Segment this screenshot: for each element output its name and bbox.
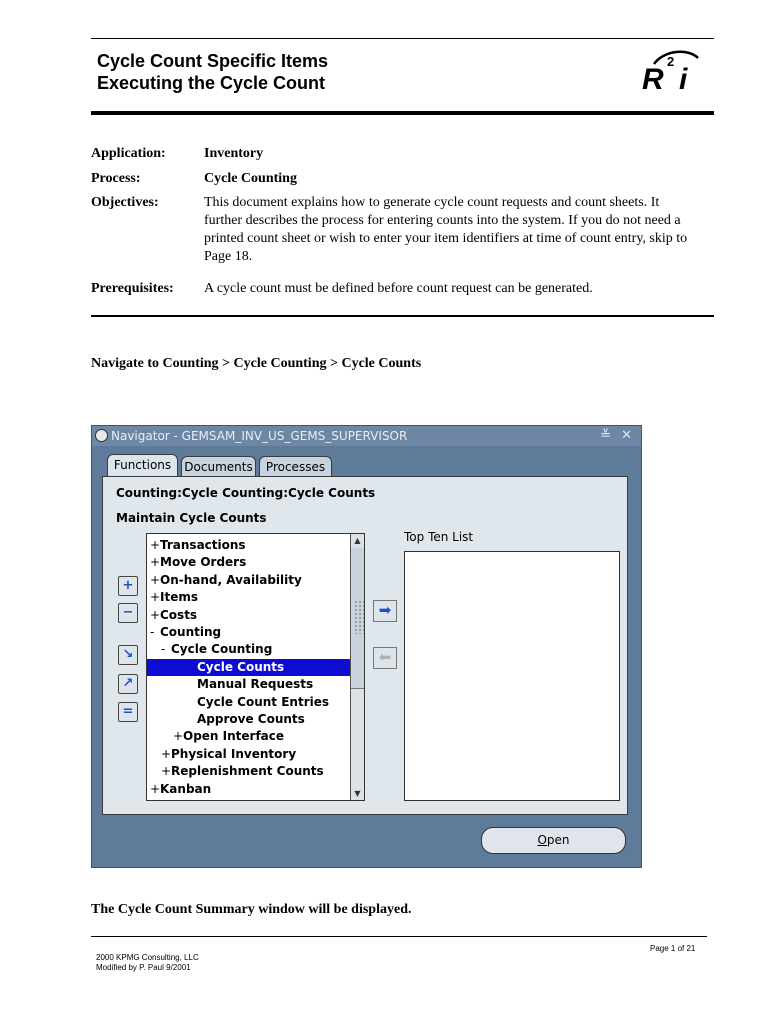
function-tree[interactable] <box>146 533 365 801</box>
top-ten-list[interactable] <box>404 551 620 801</box>
page-number: Page 1 of 21 <box>650 944 696 953</box>
tree-item[interactable] <box>147 641 364 658</box>
expand-node-icon[interactable]: + <box>150 572 161 587</box>
expand-node-icon[interactable]: + <box>150 538 161 552</box>
tree-item[interactable] <box>147 624 353 641</box>
tree-item-label: Physical Inventory <box>171 746 297 761</box>
collapse-button[interactable]: − <box>118 603 138 623</box>
tab-documents[interactable]: Documents <box>181 456 256 476</box>
process-label: Process: <box>91 171 141 186</box>
footer-copyright: 2000 KPMG Consulting, LLC <box>96 953 199 962</box>
summary-note: The Cycle Count Summary window will be displayed. <box>91 902 412 917</box>
tree-scrollbar[interactable] <box>350 534 364 800</box>
process-value: Cycle Counting <box>204 171 297 186</box>
objectives-label: Objectives: <box>91 195 159 210</box>
prerequisites-value: A cycle count must be defined before count request can be generated. <box>204 281 593 296</box>
open-button[interactable]: Open <box>481 827 626 854</box>
collapse-all-button[interactable]: = <box>118 702 138 722</box>
expand-all-button[interactable]: ↗ <box>118 674 138 694</box>
tree-item[interactable] <box>147 711 365 728</box>
expand-node-icon[interactable]: + <box>150 590 161 605</box>
tree-item-label: Approve Counts <box>197 712 305 726</box>
tree-item[interactable] <box>147 746 364 763</box>
tree-item[interactable] <box>147 728 365 745</box>
remove-from-top-ten-button[interactable]: ⬅ <box>373 647 397 669</box>
tree-item-label: On-hand, Availability <box>160 572 302 587</box>
objectives-value: This document explains how to generate cycle count requests and count sheets. It further describes the process for entering counts into the system. If you do not need a printed count sheet or wish to enter your item identifiers at time of count entry, skip to Page 18. <box>204 195 688 264</box>
svg-text:i: i <box>679 63 688 94</box>
expand-node-icon[interactable]: + <box>150 781 161 796</box>
tree-item-label: Cycle Counting <box>171 642 273 657</box>
tree-item[interactable] <box>147 694 365 711</box>
tree-item[interactable] <box>147 607 353 624</box>
tree-item-label: Cycle Count Entries <box>197 694 330 709</box>
tree-item-label: Replenishment Counts <box>171 764 324 779</box>
expand-button[interactable]: + <box>118 576 138 596</box>
oracle-app-icon <box>95 429 108 442</box>
application-label: Application: <box>91 146 166 161</box>
scroll-up-icon[interactable]: ▲ <box>354 536 361 545</box>
tree-item-label: Counting <box>160 625 222 639</box>
tree-item[interactable] <box>147 659 365 676</box>
tree-item[interactable] <box>147 537 353 554</box>
function-path: Counting:Cycle Counting:Cycle Counts <box>116 486 376 500</box>
application-value: Inventory <box>204 146 264 161</box>
collapse-node-icon[interactable]: - <box>161 642 166 657</box>
footer-rule <box>91 936 707 937</box>
tab-functions[interactable]: Functions <box>107 454 178 476</box>
tree-item[interactable] <box>147 781 353 798</box>
add-to-top-ten-button[interactable]: ➡ <box>373 600 397 622</box>
footer-modified: Modified by P. Paul 9/2001 <box>96 963 191 972</box>
tree-item-label: Kanban <box>160 781 212 796</box>
tree-item-label: Items <box>160 590 198 605</box>
tree-item-label: Manual Requests <box>197 677 314 692</box>
tree-item-label: Transactions <box>160 538 246 552</box>
svg-text:R: R <box>642 63 664 94</box>
navigation-instruction: Navigate to Counting > Cycle Counting > Cycle Counts <box>91 356 422 371</box>
window-controls[interactable]: ≚ ✕ <box>600 428 635 443</box>
r2i-logo <box>636 44 702 94</box>
scroll-down-icon[interactable]: ▼ <box>354 789 361 798</box>
doc-title-line1: Cycle Count Specific Items <box>97 51 329 71</box>
expand-node-icon[interactable]: + <box>150 555 161 570</box>
expand-node-icon[interactable]: + <box>150 607 161 622</box>
top-ten-label: Top Ten List <box>404 530 474 544</box>
doc-title-line2: Executing the Cycle Count <box>97 73 326 93</box>
header-bottom-rule <box>91 111 714 115</box>
expand-node-icon[interactable]: + <box>173 729 184 744</box>
tree-item-label: Costs <box>160 607 198 622</box>
svg-text:2: 2 <box>667 54 675 69</box>
tree-item[interactable] <box>147 572 353 589</box>
navigator-titlebar[interactable] <box>92 426 641 446</box>
tab-processes[interactable]: Processes <box>259 456 332 476</box>
navigator-title: Navigator - GEMSAM_INV_US_GEMS_SUPERVISOR <box>111 429 408 443</box>
prerequisites-label: Prerequisites: <box>91 281 174 296</box>
tree-item[interactable] <box>147 676 365 693</box>
splitter-grip[interactable] <box>354 600 364 634</box>
info-bottom-rule <box>91 315 714 317</box>
tree-item[interactable] <box>147 763 364 780</box>
function-name: Maintain Cycle Counts <box>116 511 267 525</box>
header-top-rule <box>91 38 714 39</box>
tree-item[interactable] <box>147 589 353 606</box>
expand-branch-button[interactable]: ↘ <box>118 645 138 665</box>
tree-item-label: Open Interface <box>183 729 285 744</box>
tree-item-label: Cycle Counts <box>197 659 285 674</box>
tree-item[interactable] <box>147 554 353 571</box>
expand-node-icon[interactable]: + <box>161 764 172 779</box>
expand-node-icon[interactable]: + <box>161 746 172 761</box>
collapse-node-icon[interactable]: - <box>150 625 155 639</box>
tree-item-label: Move Orders <box>160 555 247 570</box>
